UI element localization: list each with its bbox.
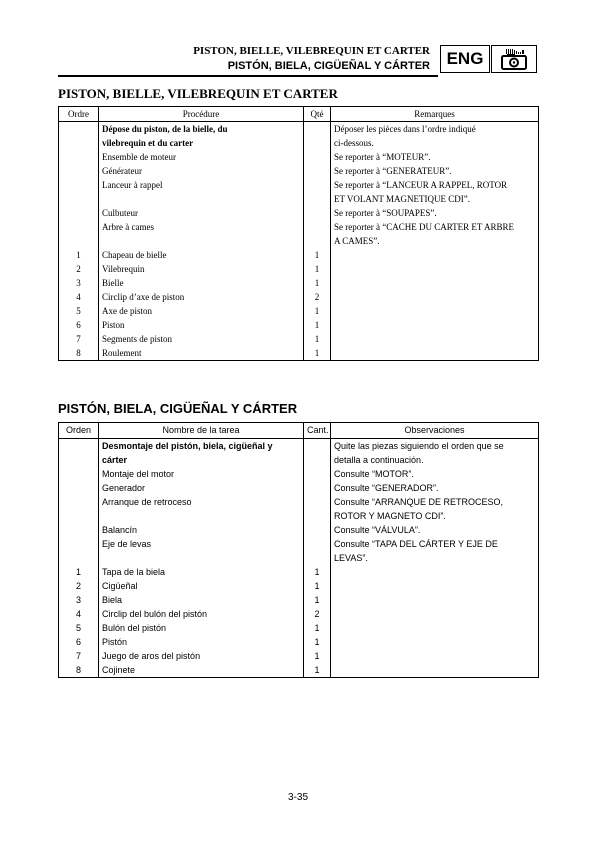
cell-procedure: [99, 234, 304, 248]
table-row: [59, 164, 539, 178]
cell-order: [59, 150, 99, 164]
table-row: [59, 290, 539, 304]
col-header-remarks: Remarques: [331, 107, 539, 122]
cell-order: 3: [59, 276, 99, 290]
table-row: [59, 150, 539, 164]
cell-remarks: [331, 565, 539, 579]
cell-order: 4: [59, 290, 99, 304]
eng-badge: ENG: [440, 45, 490, 73]
table-row: [59, 649, 539, 663]
cell-qty: 1: [304, 565, 331, 579]
cell-order: 7: [59, 332, 99, 346]
procedure-table-fr: [58, 106, 539, 361]
cell-qty: [304, 523, 331, 537]
cell-remarks: A CAMES”.: [331, 234, 539, 248]
cell-order: 1: [59, 565, 99, 579]
cell-remarks: Se reporter à “LANCEUR A RAPPEL, ROTOR: [331, 178, 539, 192]
cell-order: 6: [59, 318, 99, 332]
cell-order: [59, 523, 99, 537]
cell-procedure: Cojinete: [99, 663, 304, 678]
cell-remarks: ci-dessous.: [331, 136, 539, 150]
table-row: [59, 276, 539, 290]
cell-procedure: cárter: [99, 453, 304, 467]
cell-qty: [304, 439, 331, 454]
cell-order: [59, 164, 99, 178]
table-row: [59, 178, 539, 192]
cell-procedure: Piston: [99, 318, 304, 332]
cell-procedure: Ensemble de moteur: [99, 150, 304, 164]
cell-remarks: [331, 290, 539, 304]
cell-procedure: Roulement: [99, 346, 304, 361]
cell-order: [59, 537, 99, 551]
cell-qty: [304, 453, 331, 467]
cell-qty: 1: [304, 635, 331, 649]
table-row: [59, 346, 539, 361]
cell-remarks: Consulte “VÁLVULA”.: [331, 523, 539, 537]
cell-remarks: [331, 579, 539, 593]
cell-qty: 1: [304, 332, 331, 346]
table-row: [59, 234, 539, 248]
table-row: [59, 439, 539, 454]
cell-procedure: Eje de levas: [99, 537, 304, 551]
cell-qty: [304, 481, 331, 495]
cell-procedure: Juego de aros del pistón: [99, 649, 304, 663]
cell-remarks: Se reporter à “SOUPAPES”.: [331, 206, 539, 220]
cell-procedure: Biela: [99, 593, 304, 607]
cell-qty: [304, 178, 331, 192]
table-row: [59, 523, 539, 537]
col-header-remarks: Observaciones: [331, 423, 539, 439]
cell-order: 8: [59, 346, 99, 361]
cell-procedure: Dépose du piston, de la bielle, du: [99, 122, 304, 137]
cell-qty: 1: [304, 248, 331, 262]
table-row: [59, 593, 539, 607]
table-row: [59, 551, 539, 565]
cell-procedure: Circlip d’axe de piston: [99, 290, 304, 304]
cell-qty: 1: [304, 663, 331, 678]
header-title-fr: PISTON, BIELLE, VILEBREQUIN ET CARTER: [193, 45, 430, 57]
table-row: [59, 635, 539, 649]
table-row: [59, 262, 539, 276]
cell-procedure: Chapeau de bielle: [99, 248, 304, 262]
cell-remarks: LEVAS”.: [331, 551, 539, 565]
header-rule: [58, 75, 438, 77]
cell-order: [59, 495, 99, 509]
table-row: [59, 248, 539, 262]
cell-procedure: Cigüeñal: [99, 579, 304, 593]
cell-remarks: Déposer les pièces dans l’ordre indiqué: [331, 122, 539, 137]
cell-remarks: Consulte “MOTOR”.: [331, 467, 539, 481]
procedure-table-es: [58, 422, 539, 678]
table-row: [59, 206, 539, 220]
cell-remarks: [331, 649, 539, 663]
cell-qty: 1: [304, 621, 331, 635]
cell-order: 7: [59, 649, 99, 663]
cell-procedure: [99, 551, 304, 565]
cell-remarks: Consulte “TAPA DEL CÁRTER Y EJE DE: [331, 537, 539, 551]
cell-procedure: [99, 509, 304, 523]
cell-qty: 1: [304, 593, 331, 607]
cell-procedure: Balancín: [99, 523, 304, 537]
cell-procedure: Tapa de la biela: [99, 565, 304, 579]
cell-procedure: Segments de piston: [99, 332, 304, 346]
cell-order: [59, 206, 99, 220]
col-header-procedure: Nombre de la tarea: [99, 423, 304, 439]
cell-remarks: [331, 332, 539, 346]
table-row: [59, 122, 539, 137]
cell-order: [59, 467, 99, 481]
cell-order: [59, 453, 99, 467]
cell-order: 2: [59, 262, 99, 276]
col-header-qty: Cant.: [304, 423, 331, 439]
cell-qty: [304, 234, 331, 248]
cell-procedure: Generador: [99, 481, 304, 495]
cell-remarks: Se reporter à “GENERATEUR”.: [331, 164, 539, 178]
cell-order: 6: [59, 635, 99, 649]
cell-remarks: [331, 248, 539, 262]
table-row: [59, 192, 539, 206]
cell-qty: 1: [304, 579, 331, 593]
cell-qty: [304, 150, 331, 164]
cell-procedure: Desmontaje del pistón, biela, cigüeñal y: [99, 439, 304, 454]
cell-remarks: [331, 607, 539, 621]
cell-remarks: Quite las piezas siguiendo el orden que se: [331, 439, 539, 454]
table-row: [59, 318, 539, 332]
table-header-row: [59, 423, 539, 439]
cell-procedure: Vilebrequin: [99, 262, 304, 276]
cell-qty: 1: [304, 262, 331, 276]
cell-qty: 1: [304, 649, 331, 663]
cell-remarks: [331, 621, 539, 635]
page-number: 3-35: [287, 792, 308, 803]
table-row: [59, 495, 539, 509]
table-row: [59, 304, 539, 318]
cell-procedure: Pistón: [99, 635, 304, 649]
cell-remarks: Consulte “ARRANQUE DE RETROCESO,: [331, 495, 539, 509]
table-row: [59, 220, 539, 234]
table-row: [59, 565, 539, 579]
cell-remarks: ET VOLANT MAGNETIQUE CDI”.: [331, 192, 539, 206]
cell-order: [59, 136, 99, 150]
cell-qty: 1: [304, 346, 331, 361]
cell-qty: [304, 136, 331, 150]
col-header-procedure: Procédure: [99, 107, 304, 122]
table-row: [59, 621, 539, 635]
cell-order: [59, 481, 99, 495]
col-header-order: Orden: [59, 423, 99, 439]
table-row: [59, 537, 539, 551]
cell-procedure: Montaje del motor: [99, 467, 304, 481]
cell-procedure: Générateur: [99, 164, 304, 178]
cell-procedure: Bulón del pistón: [99, 621, 304, 635]
table-row: [59, 481, 539, 495]
table-row: [59, 467, 539, 481]
table-row: [59, 332, 539, 346]
table-row: [59, 136, 539, 150]
cell-order: 2: [59, 579, 99, 593]
cell-procedure: Arranque de retroceso: [99, 495, 304, 509]
cell-remarks: [331, 304, 539, 318]
cell-procedure: Circlip del bulón del pistón: [99, 607, 304, 621]
cell-order: 4: [59, 607, 99, 621]
cell-procedure: Culbuteur: [99, 206, 304, 220]
table-row: [59, 663, 539, 678]
cell-order: 5: [59, 304, 99, 318]
table-row: [59, 579, 539, 593]
cell-order: [59, 192, 99, 206]
cell-qty: 2: [304, 290, 331, 304]
cell-order: 8: [59, 663, 99, 678]
table-row: [59, 509, 539, 523]
cell-order: 3: [59, 593, 99, 607]
section-title-es: PISTÓN, BIELA, CIGÜEÑAL Y CÁRTER: [58, 401, 298, 416]
cell-qty: [304, 509, 331, 523]
cell-procedure: [99, 192, 304, 206]
cell-remarks: Se reporter à “MOTEUR”.: [331, 150, 539, 164]
table-row: [59, 607, 539, 621]
cell-remarks: [331, 262, 539, 276]
cell-order: [59, 122, 99, 137]
cell-remarks: [331, 276, 539, 290]
cell-qty: 1: [304, 304, 331, 318]
cell-procedure: Axe de piston: [99, 304, 304, 318]
cell-procedure: Bielle: [99, 276, 304, 290]
cell-remarks: detalla a continuación.: [331, 453, 539, 467]
cell-order: [59, 234, 99, 248]
cell-procedure: Lanceur à rappel: [99, 178, 304, 192]
cell-qty: [304, 206, 331, 220]
cell-order: 5: [59, 621, 99, 635]
cell-qty: [304, 495, 331, 509]
cell-order: [59, 220, 99, 234]
cell-remarks: Consulte “GENERADOR”.: [331, 481, 539, 495]
col-header-order: Ordre: [59, 107, 99, 122]
cell-order: 1: [59, 248, 99, 262]
col-header-qty: Qté: [304, 107, 331, 122]
cell-remarks: [331, 346, 539, 361]
section-title-fr: PISTON, BIELLE, VILEBREQUIN ET CARTER: [58, 86, 338, 101]
cell-qty: 2: [304, 607, 331, 621]
cell-procedure: vilebrequin et du carter: [99, 136, 304, 150]
cell-qty: [304, 164, 331, 178]
cell-qty: [304, 467, 331, 481]
cell-qty: 1: [304, 276, 331, 290]
cell-order: [59, 178, 99, 192]
cell-qty: 1: [304, 318, 331, 332]
cell-order: [59, 509, 99, 523]
cell-qty: [304, 220, 331, 234]
cell-remarks: [331, 663, 539, 678]
cell-order: [59, 551, 99, 565]
table-header-row: [59, 107, 539, 122]
cell-qty: [304, 122, 331, 137]
cell-qty: [304, 537, 331, 551]
cell-procedure: Arbre à cames: [99, 220, 304, 234]
engine-camera-icon: [491, 45, 537, 73]
cell-qty: [304, 192, 331, 206]
cell-qty: [304, 551, 331, 565]
table-row: [59, 453, 539, 467]
cell-remarks: [331, 593, 539, 607]
cell-remarks: [331, 318, 539, 332]
cell-remarks: ROTOR Y MAGNETO CDI”.: [331, 509, 539, 523]
cell-order: [59, 439, 99, 454]
cell-remarks: [331, 635, 539, 649]
header-title-es: PISTÓN, BIELA, CIGÜEÑAL Y CÁRTER: [227, 60, 430, 72]
cell-remarks: Se reporter à “CACHE DU CARTER ET ARBRE: [331, 220, 539, 234]
